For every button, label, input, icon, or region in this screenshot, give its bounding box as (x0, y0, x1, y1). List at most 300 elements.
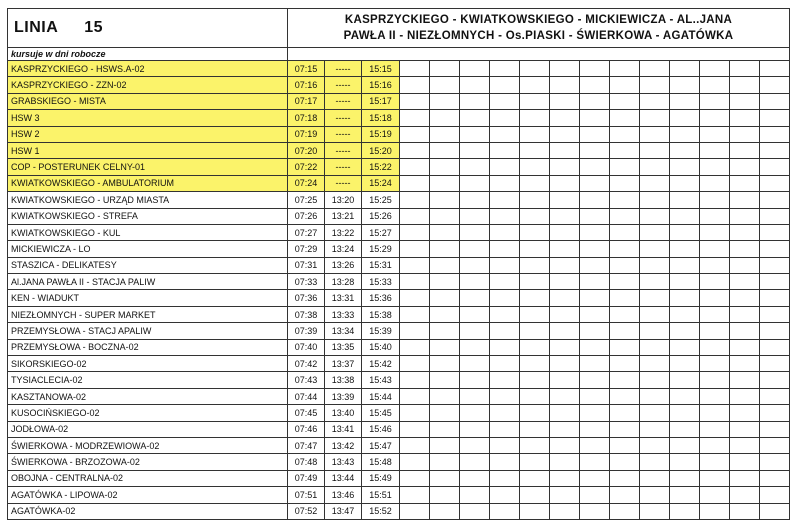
empty-cell (760, 224, 790, 240)
empty-cell (580, 356, 610, 372)
empty-cell (490, 77, 520, 93)
departure-time: 07:31 (288, 257, 325, 273)
departure-time: 07:38 (288, 306, 325, 322)
table-row (8, 306, 790, 322)
empty-cell (460, 339, 490, 355)
empty-cell (700, 339, 730, 355)
empty-cell (670, 224, 700, 240)
empty-cell (670, 421, 700, 437)
empty-cell (550, 339, 580, 355)
empty-cell (580, 487, 610, 503)
empty-cell (550, 241, 580, 257)
empty-cell (670, 470, 700, 486)
empty-cell (640, 503, 670, 519)
empty-cell (670, 257, 700, 273)
empty-cell (520, 356, 550, 372)
empty-cell (520, 257, 550, 273)
empty-cell (520, 503, 550, 519)
line-title (8, 9, 288, 48)
empty-cell (670, 372, 700, 388)
empty-cell (610, 159, 640, 175)
stop-name: KWIATKOWSKIEGO - KUL (8, 224, 288, 240)
empty-cell (760, 487, 790, 503)
departure-time: 13:39 (325, 388, 362, 404)
empty-cell (460, 437, 490, 453)
empty-cell (400, 257, 430, 273)
table-row (8, 290, 790, 306)
empty-cell (640, 454, 670, 470)
empty-cell (730, 274, 760, 290)
table-row (8, 470, 790, 486)
departure-time: 07:33 (288, 274, 325, 290)
empty-cell (430, 274, 460, 290)
empty-cell (430, 159, 460, 175)
departure-time: 15:51 (362, 487, 400, 503)
empty-cell (700, 257, 730, 273)
empty-cell (490, 257, 520, 273)
empty-cell (430, 175, 460, 191)
empty-cell (610, 192, 640, 208)
empty-cell (670, 61, 700, 77)
empty-cell (400, 437, 430, 453)
departure-time: 15:22 (362, 159, 400, 175)
empty-cell (700, 470, 730, 486)
empty-cell (760, 110, 790, 126)
departure-time: 13:40 (325, 405, 362, 421)
table-row (8, 61, 790, 77)
empty-cell (700, 487, 730, 503)
empty-cell (490, 454, 520, 470)
empty-cell (520, 241, 550, 257)
empty-cell (760, 323, 790, 339)
empty-cell (670, 306, 700, 322)
stop-name: OBOJNA - CENTRALNA-02 (8, 470, 288, 486)
empty-cell (670, 126, 700, 142)
empty-cell (490, 274, 520, 290)
departure-time: 15:24 (362, 175, 400, 191)
route-line-1: KASPRZYCKIEGO - KWIATKOWSKIEGO - MICKIEWICZA - AL..JANA (344, 14, 733, 26)
empty-cell (490, 339, 520, 355)
empty-cell (640, 257, 670, 273)
empty-cell (520, 77, 550, 93)
empty-cell (490, 503, 520, 519)
empty-cell (730, 421, 760, 437)
empty-cell (730, 356, 760, 372)
empty-cell (520, 470, 550, 486)
empty-cell (430, 437, 460, 453)
departure-time: 15:27 (362, 224, 400, 240)
departure-time: 07:48 (288, 454, 325, 470)
table-row (8, 192, 790, 208)
empty-cell (460, 306, 490, 322)
table-row (8, 421, 790, 437)
empty-cell (430, 110, 460, 126)
empty-cell (490, 290, 520, 306)
empty-cell (610, 405, 640, 421)
empty-cell (760, 437, 790, 453)
table-row (8, 142, 790, 158)
empty-cell (610, 208, 640, 224)
empty-cell (520, 405, 550, 421)
empty-cell (520, 487, 550, 503)
stop-name: KEN - WIADUKT (8, 290, 288, 306)
empty-cell (430, 405, 460, 421)
departure-time: 07:27 (288, 224, 325, 240)
empty-cell (670, 290, 700, 306)
empty-cell (460, 290, 490, 306)
empty-cell (580, 241, 610, 257)
empty-cell (430, 142, 460, 158)
empty-cell (670, 356, 700, 372)
empty-cell (640, 224, 670, 240)
route-line-2: PAWŁA II - NIEZŁOMNYCH - Os.PIASKI - ŚWIERKOWA - AGATÓWKA (343, 30, 734, 42)
empty-cell (610, 274, 640, 290)
empty-cell (520, 274, 550, 290)
empty-cell (640, 142, 670, 158)
empty-cell (550, 224, 580, 240)
empty-cell (430, 372, 460, 388)
table-row (8, 372, 790, 388)
empty-cell (460, 142, 490, 158)
empty-cell (610, 306, 640, 322)
empty-cell (670, 503, 700, 519)
departure-time: 13:20 (325, 192, 362, 208)
empty-cell (520, 224, 550, 240)
empty-cell (400, 470, 430, 486)
empty-cell (460, 470, 490, 486)
empty-cell (640, 306, 670, 322)
departure-time: 13:24 (325, 241, 362, 257)
departure-time: 15:31 (362, 257, 400, 273)
departure-time: 15:49 (362, 470, 400, 486)
table-row (8, 323, 790, 339)
empty-cell (490, 208, 520, 224)
table-row (8, 257, 790, 273)
empty-cell (760, 175, 790, 191)
departure-time: 13:42 (325, 437, 362, 453)
empty-cell (700, 356, 730, 372)
stop-name: KASPRZYCKIEGO - HSWS.A-02 (8, 61, 288, 77)
empty-cell (490, 241, 520, 257)
empty-cell (760, 372, 790, 388)
empty-cell (430, 339, 460, 355)
empty-cell (640, 470, 670, 486)
departure-time: 07:40 (288, 339, 325, 355)
empty-cell (550, 274, 580, 290)
empty-cell (760, 142, 790, 158)
empty-cell (640, 126, 670, 142)
empty-cell (490, 110, 520, 126)
departure-time: 15:26 (362, 208, 400, 224)
empty-cell (520, 454, 550, 470)
empty-cell (640, 388, 670, 404)
empty-cell (670, 274, 700, 290)
empty-cell (490, 323, 520, 339)
empty-cell (610, 372, 640, 388)
empty-cell (490, 306, 520, 322)
empty-cell (610, 323, 640, 339)
empty-cell (460, 274, 490, 290)
empty-cell (490, 61, 520, 77)
empty-cell (760, 290, 790, 306)
empty-cell (760, 356, 790, 372)
empty-cell (760, 339, 790, 355)
departure-time: 07:49 (288, 470, 325, 486)
empty-cell (580, 77, 610, 93)
empty-cell (580, 503, 610, 519)
empty-cell (520, 437, 550, 453)
timetable-sheet (7, 8, 790, 520)
empty-cell (460, 126, 490, 142)
departure-time: 15:44 (362, 388, 400, 404)
empty-cell (760, 159, 790, 175)
empty-cell (610, 503, 640, 519)
table-row (8, 437, 790, 453)
empty-cell (700, 372, 730, 388)
empty-cell (520, 159, 550, 175)
header-row (8, 9, 790, 48)
empty-cell (700, 388, 730, 404)
empty-cell (700, 142, 730, 158)
empty-cell (460, 454, 490, 470)
empty-cell (430, 126, 460, 142)
empty-cell (700, 405, 730, 421)
empty-cell (580, 470, 610, 486)
empty-cell (640, 93, 670, 109)
table-row (8, 503, 790, 519)
departure-time: 15:16 (362, 77, 400, 93)
departure-time: 13:47 (325, 503, 362, 519)
empty-cell (460, 192, 490, 208)
line-label: LINIA (14, 19, 59, 36)
empty-cell (550, 503, 580, 519)
empty-cell (700, 159, 730, 175)
departure-time: 15:38 (362, 306, 400, 322)
stop-name: TYSIACLECIA-02 (8, 372, 288, 388)
empty-cell (460, 356, 490, 372)
empty-cell (670, 388, 700, 404)
empty-cell (730, 142, 760, 158)
empty-cell (760, 274, 790, 290)
departure-time: 07:44 (288, 388, 325, 404)
empty-cell (670, 142, 700, 158)
empty-cell (670, 405, 700, 421)
empty-cell (490, 437, 520, 453)
empty-cell (700, 437, 730, 453)
empty-cell (430, 388, 460, 404)
empty-cell (580, 454, 610, 470)
empty-cell (700, 126, 730, 142)
empty-cell (550, 175, 580, 191)
departure-time: 13:44 (325, 470, 362, 486)
empty-cell (430, 323, 460, 339)
empty-cell (580, 110, 610, 126)
empty-cell (490, 372, 520, 388)
table-row (8, 93, 790, 109)
empty-cell (550, 257, 580, 273)
table-row (8, 241, 790, 257)
departure-time: 07:39 (288, 323, 325, 339)
empty-cell (400, 142, 430, 158)
departure-time: 15:39 (362, 323, 400, 339)
empty-cell (610, 93, 640, 109)
empty-cell (580, 388, 610, 404)
departure-time: 07:18 (288, 110, 325, 126)
empty-cell (400, 93, 430, 109)
departure-time: 15:47 (362, 437, 400, 453)
departure-time: 07:45 (288, 405, 325, 421)
empty-cell (550, 61, 580, 77)
empty-cell (490, 421, 520, 437)
empty-cell (430, 290, 460, 306)
empty-cell (610, 142, 640, 158)
empty-cell (730, 388, 760, 404)
service-days-note: kursuje w dni robocze (8, 48, 288, 61)
departure-time: 13:41 (325, 421, 362, 437)
empty-cell (520, 388, 550, 404)
empty-cell (550, 470, 580, 486)
table-row (8, 126, 790, 142)
empty-cell (550, 290, 580, 306)
empty-cell (670, 93, 700, 109)
empty-cell (640, 487, 670, 503)
stop-name: MICKIEWICZA - LO (8, 241, 288, 257)
stop-name: ŚWIERKOWA - BRZOZOWA-02 (8, 454, 288, 470)
empty-cell (730, 241, 760, 257)
stop-name: PRZEMYSŁOWA - BOCZNA-02 (8, 339, 288, 355)
empty-cell (760, 241, 790, 257)
departure-time: 07:36 (288, 290, 325, 306)
empty-cell (760, 61, 790, 77)
stop-name: KUSOCIŃSKIEGO-02 (8, 405, 288, 421)
empty-cell (490, 388, 520, 404)
empty-cell (400, 405, 430, 421)
empty-cell (640, 159, 670, 175)
empty-cell (730, 175, 760, 191)
empty-cell (400, 192, 430, 208)
empty-cell (430, 503, 460, 519)
empty-cell (550, 356, 580, 372)
departure-time: 13:38 (325, 372, 362, 388)
empty-cell (700, 77, 730, 93)
empty-cell (700, 61, 730, 77)
empty-cell (640, 110, 670, 126)
empty-cell (580, 290, 610, 306)
empty-cell (550, 126, 580, 142)
subtitle-row (8, 48, 790, 61)
empty-cell (460, 208, 490, 224)
departure-time: 07:24 (288, 175, 325, 191)
empty-cell (580, 405, 610, 421)
empty-cell (400, 487, 430, 503)
empty-cell (430, 77, 460, 93)
empty-cell (400, 306, 430, 322)
empty-cell (460, 93, 490, 109)
empty-cell (640, 77, 670, 93)
empty-cell (700, 274, 730, 290)
empty-cell (400, 159, 430, 175)
empty-cell (550, 421, 580, 437)
empty-cell (670, 339, 700, 355)
empty-cell (580, 159, 610, 175)
empty-cell (460, 388, 490, 404)
empty-cell (400, 224, 430, 240)
table-row (8, 159, 790, 175)
empty-cell (730, 503, 760, 519)
empty-cell (670, 487, 700, 503)
empty-cell (550, 323, 580, 339)
table-row (8, 274, 790, 290)
empty-cell (400, 274, 430, 290)
empty-cell (730, 405, 760, 421)
empty-cell (580, 126, 610, 142)
departure-time: 15:40 (362, 339, 400, 355)
empty-cell (580, 323, 610, 339)
empty-cell (520, 110, 550, 126)
departure-time: 07:26 (288, 208, 325, 224)
empty-cell (520, 290, 550, 306)
empty-cell (730, 306, 760, 322)
empty-cell (580, 224, 610, 240)
table-row (8, 224, 790, 240)
empty-cell (640, 405, 670, 421)
empty-cell (580, 274, 610, 290)
empty-cell (640, 274, 670, 290)
empty-cell (730, 93, 760, 109)
empty-cell (700, 306, 730, 322)
empty-cell (640, 356, 670, 372)
empty-cell (610, 421, 640, 437)
empty-cell (760, 192, 790, 208)
empty-cell (550, 405, 580, 421)
empty-cell (400, 110, 430, 126)
departure-time: 13:43 (325, 454, 362, 470)
departure-time: 15:36 (362, 290, 400, 306)
table-row (8, 487, 790, 503)
empty-cell (490, 175, 520, 191)
empty-cell (760, 421, 790, 437)
empty-cell (580, 61, 610, 77)
departure-time: 15:17 (362, 93, 400, 109)
empty-cell (640, 290, 670, 306)
empty-cell (550, 454, 580, 470)
stop-name: KWIATKOWSKIEGO - AMBULATORIUM (8, 175, 288, 191)
empty-cell (640, 372, 670, 388)
table-row (8, 175, 790, 191)
empty-cell (460, 77, 490, 93)
subtitle-empty-cells (288, 48, 790, 61)
empty-cell (430, 454, 460, 470)
empty-cell (460, 61, 490, 77)
empty-cell (580, 339, 610, 355)
empty-cell (700, 175, 730, 191)
empty-cell (580, 372, 610, 388)
empty-cell (490, 405, 520, 421)
empty-cell (610, 77, 640, 93)
empty-cell (760, 77, 790, 93)
empty-cell (490, 192, 520, 208)
table-row (8, 339, 790, 355)
empty-cell (700, 224, 730, 240)
line-number: 15 (84, 19, 104, 36)
empty-cell (640, 323, 670, 339)
empty-cell (520, 192, 550, 208)
empty-cell (400, 503, 430, 519)
empty-cell (550, 110, 580, 126)
empty-cell (760, 470, 790, 486)
empty-cell (430, 61, 460, 77)
empty-cell (610, 110, 640, 126)
